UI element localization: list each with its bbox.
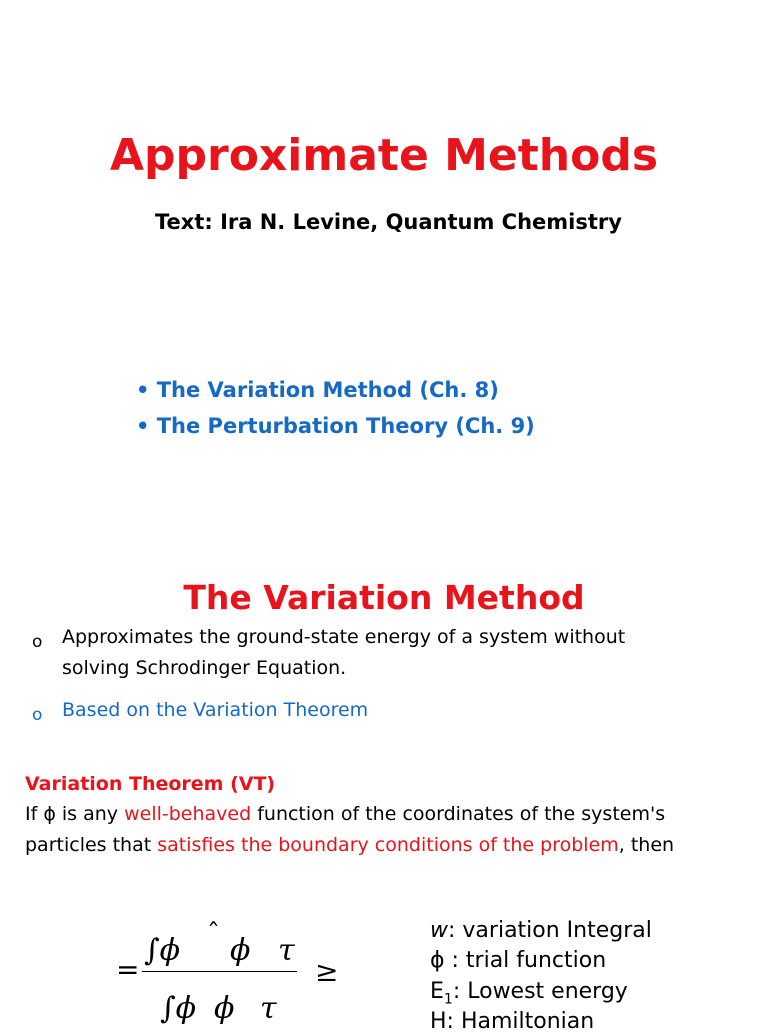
bullet-perturbation-theory: • The Perturbation Theory (Ch. 9) <box>136 414 535 438</box>
formula-denominator-phi: ϕ <box>214 991 235 1026</box>
point-approximates-line2: solving Schrodinger Equation. <box>62 657 347 679</box>
theorem-text: If ϕ is any <box>25 803 125 825</box>
bullet-variation-method: • The Variation Method (Ch. 8) <box>136 378 499 402</box>
point-based-on-theorem: Based on the Variation Theorem <box>62 699 369 721</box>
theorem-line1 <box>25 803 665 825</box>
definition-w <box>430 918 652 943</box>
formula-equals: = <box>116 953 140 986</box>
list-marker: o <box>32 705 43 725</box>
formula-denominator-tau: τ <box>260 991 277 1026</box>
section-title: The Variation Method <box>183 578 585 617</box>
definition-text: : variation Integral <box>448 918 652 943</box>
definition-symbol: ϕ <box>430 948 445 973</box>
theorem-line2 <box>25 834 674 856</box>
theorem-text: , then <box>618 834 675 856</box>
definition-symbol: H <box>430 1009 447 1034</box>
formula-hat: ˆ <box>207 919 220 949</box>
definition-symbol: E <box>430 979 444 1004</box>
theorem-text: function of the coordinates of the system's <box>251 803 666 825</box>
slide-subtitle: Text: Ira N. Levine, Quantum Chemistry <box>155 210 622 234</box>
formula-numerator-integral: ∫ϕ <box>144 933 181 968</box>
theorem-highlight: satisfies the boundary conditions of the problem <box>157 834 619 856</box>
fraction-bar <box>142 971 297 972</box>
variation-formula <box>110 919 350 1026</box>
slide-title: Approximate Methods <box>109 130 659 181</box>
theorem-heading: Variation Theorem (VT) <box>25 773 276 795</box>
definition-phi <box>430 948 606 973</box>
definition-text: : Hamiltonian <box>446 1009 595 1034</box>
definition-text: : Lowest energy <box>452 979 628 1004</box>
definition-h <box>430 1009 594 1034</box>
list-marker: o <box>32 632 43 652</box>
definition-symbol: w <box>430 918 448 943</box>
theorem-text: particles that <box>25 834 158 856</box>
formula-geq: ≥ <box>315 955 339 988</box>
definition-text: : trial function <box>444 948 607 973</box>
formula-numerator-tau: τ <box>278 933 295 968</box>
definition-subscript: 1 <box>443 991 453 1008</box>
formula-denominator-integral: ∫ϕ <box>160 991 197 1026</box>
formula-numerator-phi: ϕ <box>230 933 251 968</box>
definition-e1 <box>430 979 628 1007</box>
point-approximates-line1: Approximates the ground-state energy of a system without <box>62 626 626 648</box>
theorem-highlight: well-behaved <box>124 803 252 825</box>
